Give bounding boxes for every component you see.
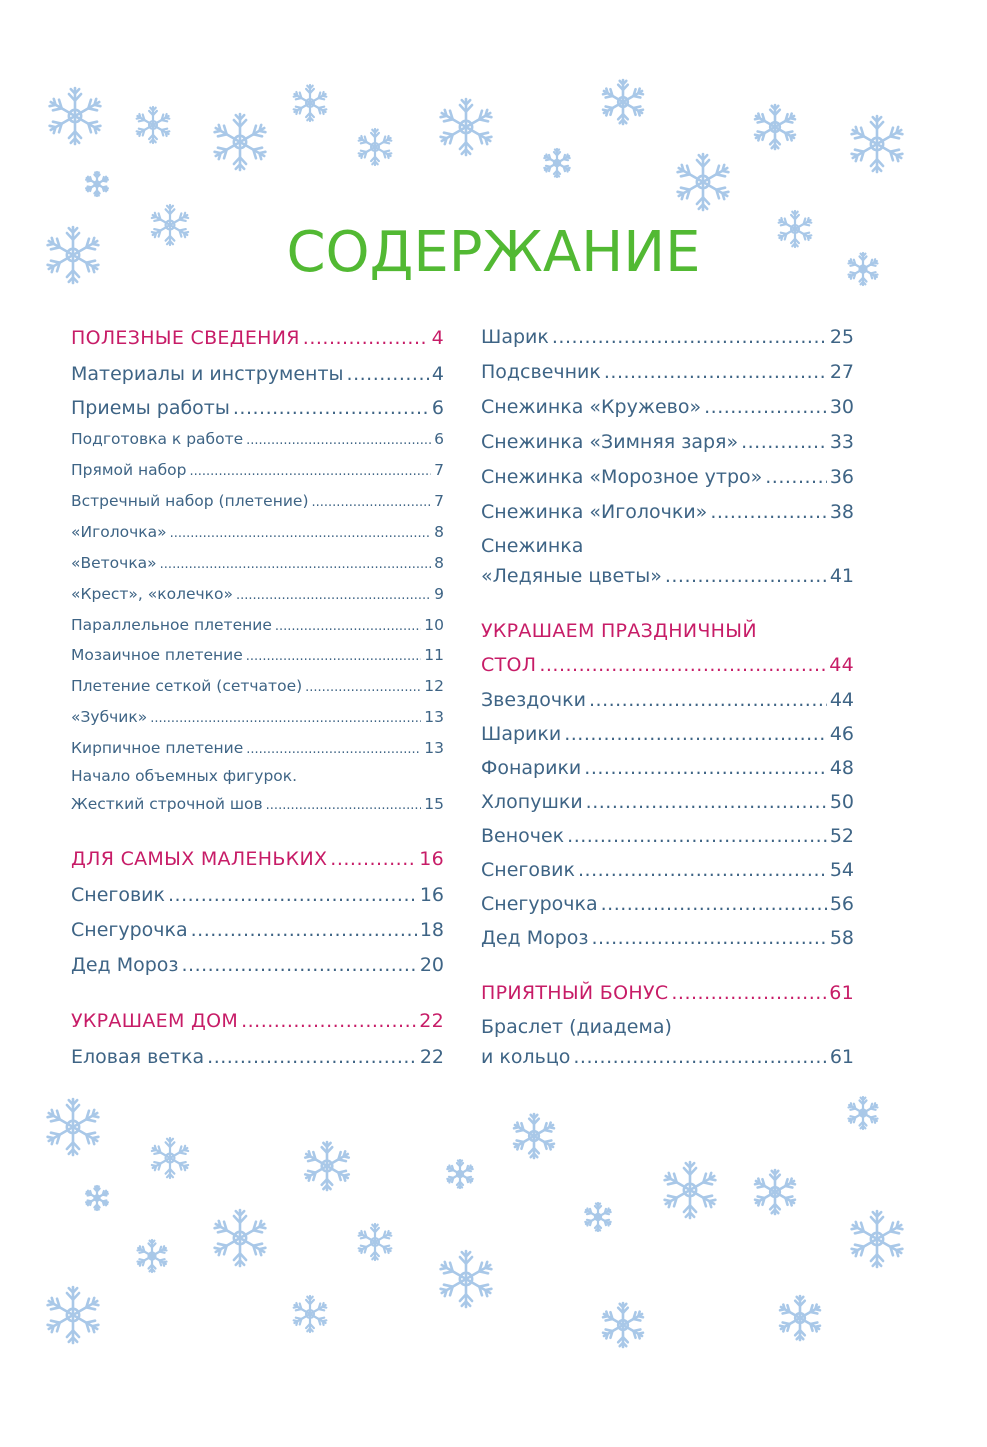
entry-title: Снежинка «Морозное утро» — [481, 466, 763, 488]
dot-leader — [150, 708, 421, 726]
dot-leader — [601, 893, 827, 915]
entry-title: Прямой набор — [71, 461, 187, 479]
entry-title: Приемы работы — [71, 397, 230, 419]
page-number: 61 — [829, 982, 854, 1004]
page-number: 9 — [434, 585, 444, 603]
page-number: 11 — [424, 646, 444, 664]
dot-leader — [168, 884, 417, 906]
entry-title-first-line: УКРАШАЕМ ПРАЗДНИЧНЫЙ — [481, 620, 757, 642]
dot-leader — [160, 554, 431, 572]
dot-leader — [266, 795, 422, 813]
entry-title: Дед Мороз — [481, 927, 589, 949]
entry-title: ПОЛЕЗНЫЕ СВЕДЕНИЯ — [71, 327, 300, 349]
snowflake-icon — [780, 1296, 820, 1340]
snowflake-icon — [152, 1138, 188, 1178]
entry-title: ДЛЯ САМЫХ МАЛЕНЬКИХ — [71, 848, 328, 870]
dot-leader — [303, 327, 429, 349]
page-number: 58 — [829, 927, 854, 949]
snowflake-icon — [852, 116, 903, 172]
entry-title: Снегурочка — [71, 919, 188, 941]
entry-title: Снежинка «Кружево» — [481, 396, 702, 418]
page-number: 7 — [434, 492, 444, 510]
entry-title-first-line: Снежинка — [481, 535, 584, 557]
page-number: 20 — [419, 954, 444, 976]
page-number: 22 — [419, 1010, 444, 1032]
dot-leader — [586, 791, 827, 813]
page-number: 22 — [419, 1046, 444, 1068]
snowflake-icon — [48, 1099, 99, 1155]
entry-title: ПРИЯТНЫЙ БОНУС — [481, 982, 669, 1004]
page-number: 18 — [419, 919, 444, 941]
page-number: 15 — [424, 795, 444, 813]
dot-leader — [305, 677, 421, 695]
page-number: 16 — [419, 848, 444, 870]
page-number: 56 — [829, 893, 854, 915]
snowflake-icon — [585, 1203, 610, 1231]
entry-title: Снежинка «Иголочки» — [481, 501, 708, 523]
dot-leader — [578, 859, 827, 881]
snowflake-icon — [137, 107, 170, 143]
entry-title: Кирпичное плетение — [71, 739, 244, 757]
page-number: 50 — [829, 791, 854, 813]
dot-leader — [573, 1046, 826, 1068]
entry-title: Мозаичное плетение — [71, 646, 243, 664]
page-number: 12 — [424, 677, 444, 695]
page-number: 7 — [434, 461, 444, 479]
entry-title: Плетение сеткой (сетчатое) — [71, 677, 303, 695]
page-number: 8 — [434, 523, 444, 541]
page-number: 48 — [829, 757, 854, 779]
entry-title: УКРАШАЕМ ДОМ — [71, 1010, 239, 1032]
entry-title: «Иголочка» — [71, 523, 167, 541]
page-number: 44 — [829, 689, 854, 711]
entry-title: Хлопушки — [481, 791, 583, 813]
dot-leader — [765, 466, 827, 488]
snowflake-icon — [50, 88, 101, 144]
entry-title: Фонарики — [481, 757, 582, 779]
dot-leader — [741, 431, 827, 453]
entry-title: «Зубчик» — [71, 708, 148, 726]
entry-title: и кольцо — [481, 1046, 571, 1068]
entry-title: Подготовка к работе — [71, 430, 244, 448]
dot-leader — [552, 326, 827, 348]
entry-title: Жесткий строчной шов — [71, 795, 263, 813]
entry-title: Веночек — [481, 825, 565, 847]
entry-title: Еловая ветка — [71, 1046, 205, 1068]
snowflake-icon — [86, 1186, 108, 1210]
dot-leader — [347, 363, 429, 385]
entry-title: «Ледяные цветы» — [481, 565, 662, 587]
page-number: 44 — [829, 654, 854, 676]
entry-title: СТОЛ — [481, 654, 537, 676]
dot-leader — [241, 1010, 416, 1032]
entry-title: Дед Мороз — [71, 954, 179, 976]
snowflake-icon — [544, 149, 569, 177]
dot-leader — [671, 982, 826, 1004]
page-number: 36 — [829, 466, 854, 488]
dot-leader — [191, 919, 417, 941]
dot-leader — [246, 646, 421, 664]
snowflake-icon — [215, 1210, 266, 1266]
entry-title: Снеговик — [481, 859, 576, 881]
page-title: СОДЕРЖАНИЕ — [286, 220, 701, 285]
page-number: 4 — [431, 327, 444, 349]
entry-title-first-line: Браслет (диадема) — [481, 1016, 672, 1038]
page-number: 33 — [829, 431, 854, 453]
dot-leader — [312, 492, 432, 510]
page-number: 25 — [829, 326, 854, 348]
snowflake-icon — [441, 99, 492, 155]
dot-leader — [665, 565, 827, 587]
snowflake-icon — [678, 154, 729, 210]
dot-leader — [704, 396, 827, 418]
entry-title: «Крест», «колечко» — [71, 585, 234, 603]
snowflake-icon — [441, 1251, 492, 1307]
snowflake-icon — [603, 80, 643, 124]
entry-title: Материалы и инструменты — [71, 363, 344, 385]
snowflake-icon — [447, 1160, 472, 1188]
snowflake-icon — [137, 1240, 166, 1272]
page-number: 16 — [419, 884, 444, 906]
page-number: 61 — [829, 1046, 854, 1068]
snowflake-icon — [215, 114, 266, 170]
dot-leader — [236, 585, 431, 603]
snowflake-icon — [514, 1114, 554, 1158]
page-number: 54 — [829, 859, 854, 881]
dot-leader — [567, 825, 827, 847]
entry-title-first-line: Начало объемных фигурок. — [71, 767, 298, 785]
dot-leader — [233, 397, 429, 419]
page-number: 6 — [431, 397, 444, 419]
page-number: 4 — [431, 363, 444, 385]
snowflake-icon — [359, 129, 392, 165]
page-number: 27 — [829, 361, 854, 383]
snowflake-icon — [603, 1303, 643, 1347]
snowflake-icon — [294, 85, 327, 121]
dot-leader — [207, 1046, 417, 1068]
page-number: 8 — [434, 554, 444, 572]
entry-title: Снегурочка — [481, 893, 598, 915]
snowflake-icon — [852, 1211, 903, 1267]
entry-title: Встречный набор (плетение) — [71, 492, 309, 510]
entry-title: Снежинка «Зимняя заря» — [481, 431, 739, 453]
dot-leader — [190, 461, 432, 479]
page-number: 41 — [829, 565, 854, 587]
snowflake-icon — [755, 1170, 795, 1214]
dot-leader — [564, 723, 827, 745]
dot-leader — [182, 954, 417, 976]
entry-title: Шарики — [481, 723, 562, 745]
snowflake-icon — [305, 1142, 349, 1190]
dot-leader — [246, 739, 421, 757]
entry-title: Звездочки — [481, 689, 586, 711]
snowflake-icon — [665, 1162, 716, 1218]
page-number: 6 — [434, 430, 444, 448]
dot-leader — [710, 501, 827, 523]
page-number: 13 — [424, 708, 444, 726]
entry-title: Параллельное плетение — [71, 616, 272, 634]
dot-leader — [330, 848, 416, 870]
dot-leader — [584, 757, 827, 779]
page-number: 13 — [424, 739, 444, 757]
dot-leader — [592, 927, 827, 949]
snowflake-icon — [48, 1287, 99, 1343]
dot-leader — [275, 616, 421, 634]
snowflake-icon — [848, 1097, 877, 1129]
page-number: 10 — [424, 616, 444, 634]
entry-title: Шарик — [481, 326, 549, 348]
dot-leader — [589, 689, 827, 711]
dot-leader — [539, 654, 826, 676]
snowflake-icon — [294, 1296, 327, 1332]
snowflake-icon — [755, 105, 795, 149]
dot-leader — [246, 430, 431, 448]
page-number: 38 — [829, 501, 854, 523]
page-number: 46 — [829, 723, 854, 745]
dot-leader — [170, 523, 432, 541]
snowflake-icon — [86, 172, 108, 196]
entry-title: «Веточка» — [71, 554, 157, 572]
snowflake-icon — [359, 1224, 392, 1260]
page-number: 30 — [829, 396, 854, 418]
entry-title: Подсвечник — [481, 361, 601, 383]
entry-title: Снеговик — [71, 884, 166, 906]
page-number: 52 — [829, 825, 854, 847]
dot-leader — [604, 361, 827, 383]
